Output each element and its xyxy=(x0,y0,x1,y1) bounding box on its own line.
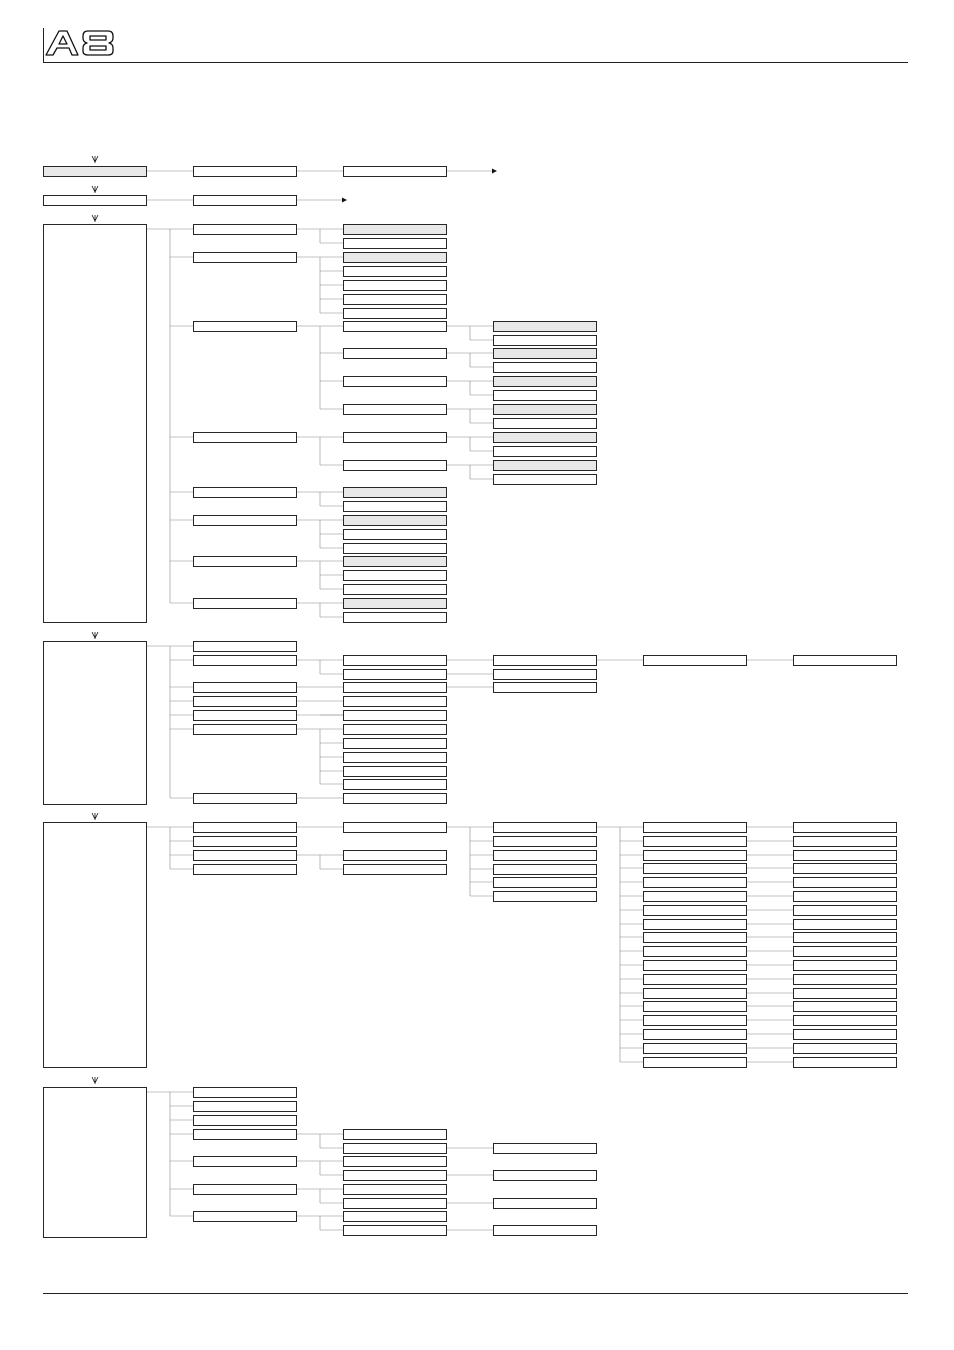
down-arrow-icon xyxy=(92,813,98,820)
submenu-box xyxy=(194,488,297,498)
submenu-box xyxy=(644,1058,747,1068)
submenu-box xyxy=(344,1144,447,1154)
submenu-box xyxy=(494,419,597,429)
submenu-box xyxy=(494,823,597,833)
submenu-box xyxy=(344,725,447,735)
submenu-box xyxy=(494,447,597,457)
submenu-box xyxy=(344,613,447,623)
submenu-box xyxy=(644,837,747,847)
submenu-box xyxy=(194,1185,297,1195)
submenu-box xyxy=(494,878,597,888)
submenu-box xyxy=(344,516,447,526)
submenu-box xyxy=(344,1171,447,1181)
submenu-box xyxy=(494,1226,597,1236)
submenu-box xyxy=(344,780,447,790)
down-arrow-icon xyxy=(92,1077,98,1084)
submenu-box xyxy=(794,864,897,874)
submenu-box xyxy=(194,725,297,735)
submenu-box xyxy=(794,947,897,957)
submenu-box xyxy=(494,322,597,332)
submenu-box xyxy=(494,837,597,847)
submenu-box xyxy=(494,475,597,485)
submenu-box xyxy=(194,683,297,693)
submenu-box xyxy=(494,865,597,875)
submenu-box xyxy=(794,920,897,930)
submenu-box xyxy=(344,711,447,721)
submenu-box xyxy=(344,461,447,471)
submenu-box xyxy=(194,1102,297,1112)
submenu-box xyxy=(194,253,297,263)
submenu-box xyxy=(344,488,447,498)
submenu-box xyxy=(344,585,447,595)
down-arrow-icon xyxy=(92,156,98,163)
submenu-box xyxy=(344,502,447,512)
submenu-box xyxy=(644,906,747,916)
submenu-box xyxy=(794,1044,897,1054)
submenu-box xyxy=(344,544,447,554)
submenu-box xyxy=(644,823,747,833)
submenu-box xyxy=(344,253,447,263)
submenu-box xyxy=(344,322,447,332)
submenu-box xyxy=(344,1185,447,1195)
submenu-box xyxy=(344,697,447,707)
group-box-5 xyxy=(44,823,147,1068)
submenu-box xyxy=(494,670,597,680)
submenu-box xyxy=(494,656,597,666)
submenu-box xyxy=(344,683,447,693)
submenu-box xyxy=(644,961,747,971)
submenu-box xyxy=(344,1226,447,1236)
submenu-box xyxy=(194,433,297,443)
submenu-box xyxy=(644,1030,747,1040)
submenu-box xyxy=(344,167,447,177)
submenu-box xyxy=(494,1144,597,1154)
submenu-box xyxy=(344,571,447,581)
submenu-box xyxy=(344,530,447,540)
submenu-box xyxy=(344,794,447,804)
submenu-box xyxy=(194,1088,297,1098)
submenu-box xyxy=(494,377,597,387)
submenu-box xyxy=(194,1212,297,1222)
submenu-box xyxy=(344,557,447,567)
submenu-box xyxy=(194,837,297,847)
submenu-box xyxy=(794,1002,897,1012)
submenu-box xyxy=(794,975,897,985)
submenu-box xyxy=(344,377,447,387)
submenu-box xyxy=(644,851,747,861)
submenu-box xyxy=(194,1130,297,1140)
submenu-box xyxy=(344,267,447,277)
submenu-box xyxy=(344,1157,447,1167)
submenu-box xyxy=(344,823,447,833)
submenu-box xyxy=(794,989,897,999)
submenu-box xyxy=(194,697,297,707)
submenu-box xyxy=(644,1016,747,1026)
arrow-right-icon xyxy=(492,169,497,174)
group-box-4 xyxy=(44,642,147,805)
submenu-box xyxy=(344,865,447,875)
submenu-box xyxy=(344,349,447,359)
submenu-box xyxy=(494,391,597,401)
submenu-box xyxy=(644,1044,747,1054)
submenu-box xyxy=(644,656,747,666)
submenu-box xyxy=(194,196,297,206)
submenu-box xyxy=(494,433,597,443)
submenu-box xyxy=(644,975,747,985)
submenu-box xyxy=(344,656,447,666)
submenu-box xyxy=(344,295,447,305)
submenu-box xyxy=(344,851,447,861)
submenu-box xyxy=(194,167,297,177)
submenu-box xyxy=(644,920,747,930)
submenu-box xyxy=(194,711,297,721)
submenu-box xyxy=(344,225,447,235)
submenu-box xyxy=(494,461,597,471)
submenu-box xyxy=(344,405,447,415)
submenu-box xyxy=(644,878,747,888)
submenu-box xyxy=(344,1130,447,1140)
submenu-box xyxy=(794,1058,897,1068)
submenu-box xyxy=(344,670,447,680)
submenu-box xyxy=(194,851,297,861)
submenu-box xyxy=(494,1171,597,1181)
submenu-box xyxy=(194,823,297,833)
submenu-box xyxy=(494,349,597,359)
submenu-box xyxy=(494,892,597,902)
submenu-box xyxy=(794,851,897,861)
submenu-box xyxy=(494,405,597,415)
submenu-box xyxy=(644,1002,747,1012)
submenu-box xyxy=(344,739,447,749)
submenu-box xyxy=(794,837,897,847)
submenu-box xyxy=(344,1199,447,1209)
submenu-box xyxy=(344,767,447,777)
submenu-box xyxy=(494,1199,597,1209)
submenu-box xyxy=(194,1116,297,1126)
submenu-box xyxy=(194,642,297,652)
submenu-box xyxy=(344,281,447,291)
down-arrow-icon xyxy=(92,632,98,639)
submenu-box xyxy=(194,516,297,526)
submenu-box xyxy=(644,989,747,999)
submenu-box xyxy=(794,892,897,902)
submenu-box xyxy=(344,433,447,443)
submenu-box xyxy=(494,336,597,346)
down-arrow-icon xyxy=(92,215,98,222)
submenu-box xyxy=(794,961,897,971)
submenu-box xyxy=(794,933,897,943)
submenu-box xyxy=(344,239,447,249)
submenu-box xyxy=(794,823,897,833)
submenu-box xyxy=(194,794,297,804)
submenu-box xyxy=(344,599,447,609)
down-arrow-icon xyxy=(92,186,98,193)
submenu-box xyxy=(194,225,297,235)
submenu-box xyxy=(194,1157,297,1167)
group-box-3 xyxy=(44,225,147,623)
submenu-box xyxy=(794,906,897,916)
submenu-box xyxy=(194,599,297,609)
submenu-box xyxy=(194,557,297,567)
submenu-box xyxy=(644,933,747,943)
submenu-box xyxy=(644,864,747,874)
submenu-box xyxy=(494,851,597,861)
footer-rule xyxy=(43,1293,908,1294)
submenu-box xyxy=(344,309,447,319)
submenu-box xyxy=(644,947,747,957)
submenu-box xyxy=(194,865,297,875)
submenu-box xyxy=(794,656,897,666)
arrow-right-icon xyxy=(342,198,347,203)
submenu-box xyxy=(194,656,297,666)
submenu-box xyxy=(494,683,597,693)
submenu-box xyxy=(494,363,597,373)
submenu-box xyxy=(344,753,447,763)
submenu-box xyxy=(644,892,747,902)
submenu-box xyxy=(794,1030,897,1040)
submenu-box xyxy=(794,1016,897,1026)
submenu-box xyxy=(194,322,297,332)
group-box-6 xyxy=(44,1088,147,1238)
top-menu-box xyxy=(44,167,147,177)
submenu-box xyxy=(794,878,897,888)
top-menu-box xyxy=(44,196,147,206)
submenu-box xyxy=(344,1212,447,1222)
